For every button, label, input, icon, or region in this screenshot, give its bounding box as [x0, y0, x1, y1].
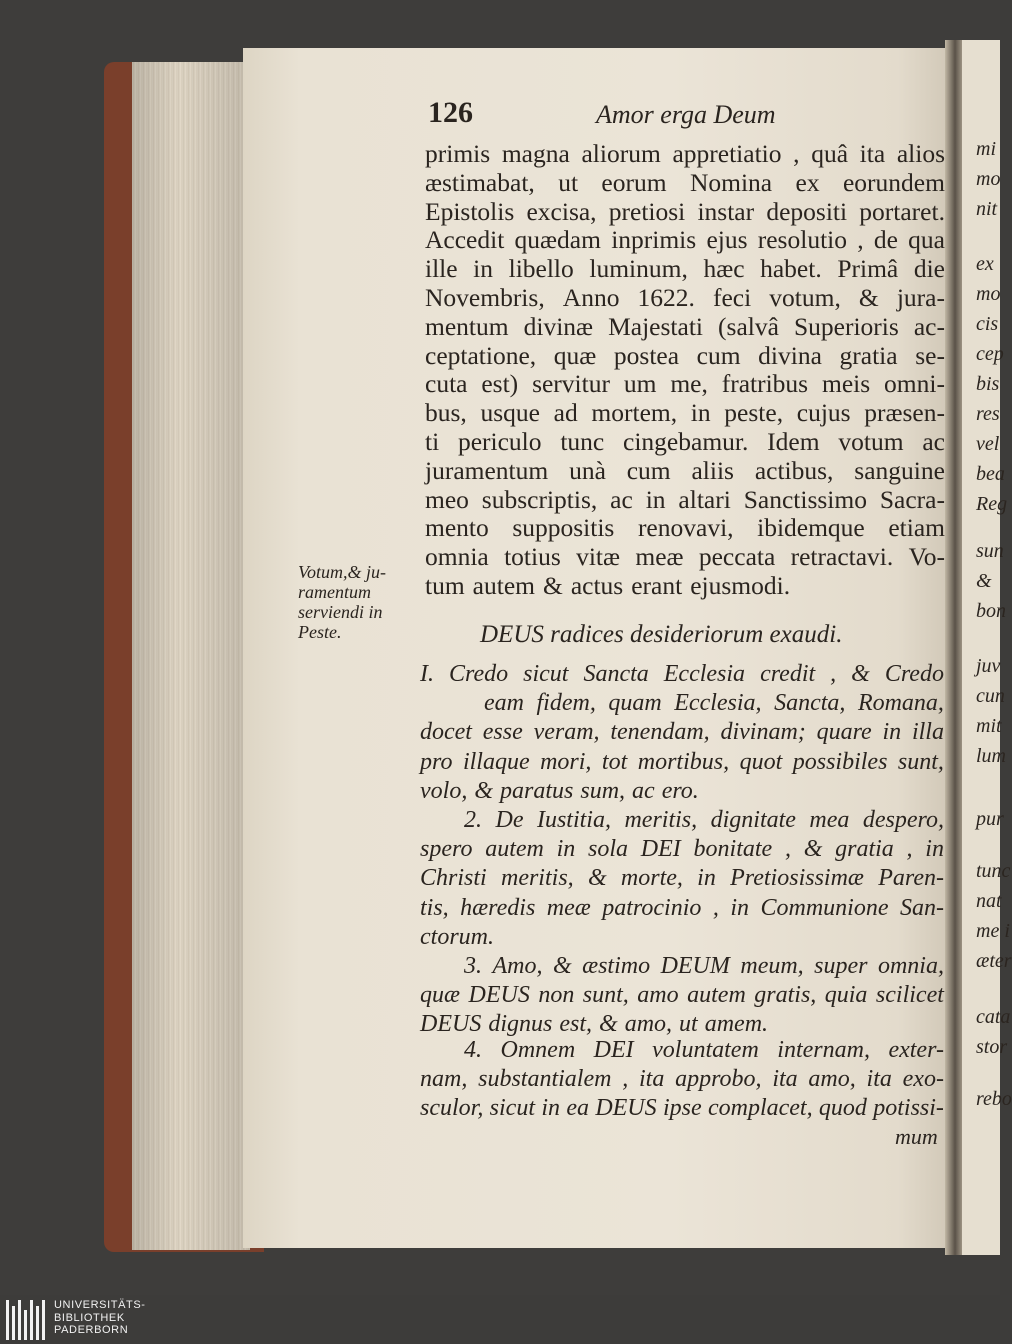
facing-fragment: mo	[976, 283, 1001, 305]
vow-line: volo, & paratus sum, ac ero.	[420, 777, 699, 804]
body-line: meo subscriptis, ac in altari Sanctissimo Sacra-	[425, 484, 945, 514]
facing-fragment: vel	[976, 433, 1000, 455]
margin-note: Votum,& ju- ramentum serviendi in Peste.	[298, 562, 386, 642]
vow-line: 4. Omnem DEI voluntatem internam, exter-	[464, 1037, 944, 1063]
page-block-shade	[132, 62, 250, 1250]
facing-fragment: cata	[976, 1006, 1011, 1028]
facing-fragment: mit	[976, 715, 1002, 737]
vow-line: sculor, sicut in ea DEUS ipse complacet, quod potissi-	[420, 1095, 944, 1122]
vow-line: spero autem in sola DEI bonitate , & gratia , in	[420, 836, 944, 863]
facing-fragment: stor	[976, 1036, 1008, 1058]
body-text	[425, 140, 945, 601]
vow-line: DEUS dignus est, & amo, ut amem.	[420, 1011, 769, 1038]
facing-fragment: juv	[976, 655, 1001, 677]
facing-fragment: lum	[976, 745, 1006, 767]
body-line: æstimabat, ut eorum Nomina ex eorundem	[425, 167, 945, 197]
facing-fragment: &	[976, 570, 992, 592]
facing-fragment: ex	[976, 253, 994, 275]
vow-line: pro illaque mori, tot mortibus, quot possibiles sunt,	[420, 748, 944, 775]
vow-heading: DEUS radices desideriorum exaudi.	[480, 621, 843, 648]
body-line: bus, usque ad mortem, in peste, cujus præsen-	[425, 398, 945, 428]
body-line: Accedit quædam inprimis ejus resolutio , de qua	[425, 225, 945, 255]
vow-2	[420, 806, 944, 952]
vow-line: ctorum.	[420, 923, 494, 950]
body-line: juramentum unà cum aliis actibus, sanguine	[425, 455, 945, 485]
logo-line-3: PADERBORN	[54, 1324, 129, 1336]
facing-fragment: rebo	[976, 1088, 1012, 1110]
vow-line: 2. De Iustitia, meritis, dignitate mea despero,	[464, 807, 944, 833]
footer-bar	[0, 1295, 1000, 1344]
facing-fragment: sun	[976, 540, 1004, 562]
facing-fragment: bon	[976, 600, 1006, 622]
vow-4	[420, 1036, 944, 1124]
body-line: ceptatione, quæ postea cum divina gratia se-	[425, 340, 945, 370]
body-line: primis magna aliorum appretiatio , quâ ita alios	[425, 139, 945, 168]
vow-1	[420, 660, 944, 806]
facing-fragment: cep	[976, 343, 1004, 365]
body-line: cuta est) servitur um me, fratribus meis omni-	[425, 369, 945, 399]
logo-line-2: BIBLIOTHEK	[54, 1311, 125, 1324]
body-line: ille in libello luminum, hæc habet. Primâ die	[425, 254, 945, 284]
vow-3	[420, 952, 944, 1040]
vow-line: 3. Amo, & æstimo DEUM meum, super omnia,	[464, 953, 944, 979]
facing-fragment: æter	[976, 950, 1012, 972]
facing-fragment: bis	[976, 373, 1000, 395]
running-title: Amor erga Deum	[596, 100, 776, 129]
vow-line: docet esse veram, tenendam, divinam; quare in illa	[420, 719, 944, 746]
facing-fragment: Reg	[976, 493, 1008, 515]
facing-fragment: mo	[976, 168, 1001, 190]
body-line: Novembris, Anno 1622. feci votum, & jura-	[425, 282, 945, 312]
vow-line: Christi meritis, & morte, in Pretiosissimæ Paren-	[420, 865, 944, 892]
facing-fragment: pur	[976, 808, 1004, 830]
vow-line: eam fidem, quam Ecclesia, Sancta, Romana,	[484, 690, 944, 717]
facing-fragment: nit	[976, 198, 998, 220]
body-line: Epistolis excisa, pretiosi instar depositi portaret.	[425, 196, 945, 226]
page-number: 126	[428, 96, 473, 129]
body-line: tum autem & actus erant ejusmodi.	[425, 570, 791, 600]
facing-fragment: mi	[976, 138, 996, 160]
facing-page-fragment	[962, 40, 1012, 1255]
vow-line: tis, hæredis meæ patrocinio , in Communione San-	[420, 894, 944, 921]
vow-line: nam, substantialem , ita approbo, ita amo, ita exo-	[420, 1066, 944, 1093]
body-line: mento suppositis renovavi, ibidemque etiam	[425, 513, 945, 543]
catchword: mum	[895, 1124, 938, 1149]
facing-fragment: cun	[976, 685, 1005, 707]
library-logo-text	[54, 1299, 146, 1337]
library-logo-icon	[6, 1300, 50, 1340]
facing-fragment: cis	[976, 313, 999, 335]
facing-fragment: me i	[976, 920, 1010, 942]
vow-line: I. Credo sicut Sancta Ecclesia credit , & Credo	[420, 661, 944, 687]
vow-line: quæ DEUS non sunt, amo autem gratis, quia scilicet	[420, 982, 944, 1009]
body-line: omnia totius vitæ meæ peccata retractavi. Vo-	[425, 542, 945, 572]
facing-fragment: nat	[976, 890, 1002, 912]
facing-fragment: tunc	[976, 860, 1011, 882]
body-line: ti periculo tunc cingebamur. Idem votum ac	[425, 426, 945, 456]
body-line: mentum divinæ Majestati (salvâ Superioris ac-	[425, 311, 945, 341]
logo-line-1: UNIVERSITÄTS-	[54, 1299, 146, 1311]
facing-fragment: res	[976, 403, 1000, 425]
facing-fragment: bea	[976, 463, 1005, 485]
